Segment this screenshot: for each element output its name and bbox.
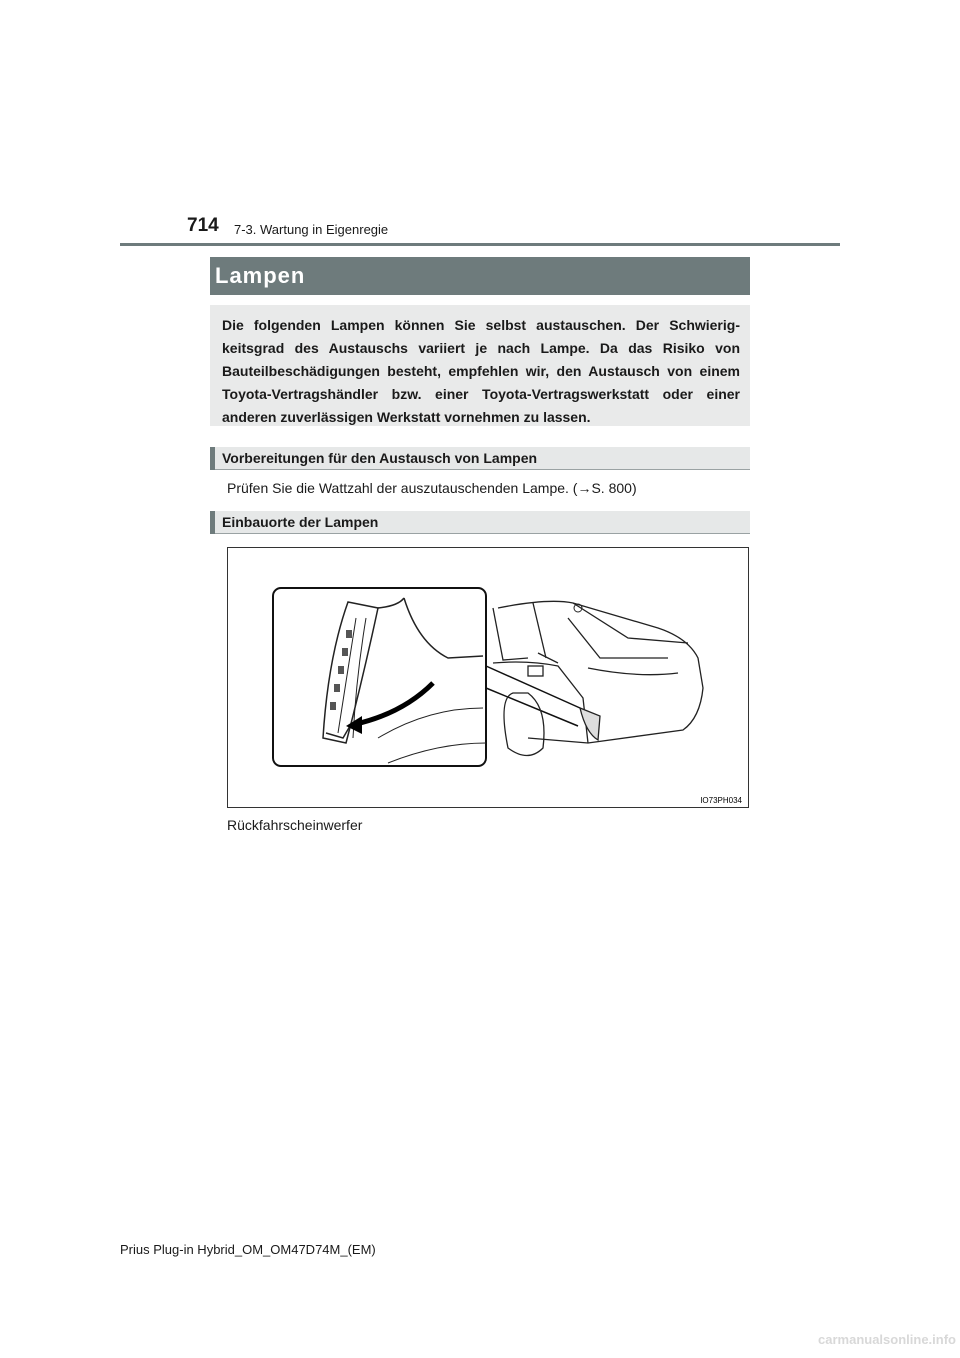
svg-text:carmanualsonline.info: carmanualsonline.info <box>818 1332 956 1347</box>
document-footer: Prius Plug-in Hybrid_OM_OM47D74M_(EM) <box>120 1242 376 1257</box>
zoom-inset <box>273 588 486 766</box>
page-title: Lampen <box>210 257 750 295</box>
preparation-text: Prüfen Sie die Wattzahl der auszutauschenden Lampe. (→S. 800) <box>227 480 637 496</box>
page-number: 714 <box>187 215 219 236</box>
intro-box <box>210 305 750 426</box>
car-rear-illustration <box>228 548 748 807</box>
figure-code: IO73PH034 <box>700 796 742 805</box>
section-heading-locations <box>210 511 750 534</box>
section-heading-preparation-label: Vorbereitungen für den Austausch von Lampen <box>222 450 538 466</box>
section-heading-locations-label: Einbauorte der Lampen <box>222 514 379 530</box>
section-reference: 7-3. Wartung in Eigenregie <box>234 222 389 237</box>
intro-text: Die folgenden Lampen können Sie selbst austauschen. Der Schwierig-keitsgrad des Austauschs variiert je nach Lampe. Da das Risiko von Bauteilbeschädigungen besteht, empfehlen wir, den Austausch von einem Toyota-Vertragshändler bzw. einer Toyota-Vertragswerkstatt oder einer anderen zuverlässigen Werkstatt vornehmen zu lassen. <box>222 317 740 425</box>
section-heading-preparation <box>210 447 750 470</box>
watermark-logo <box>810 1322 960 1358</box>
figure-caption: Rückfahrscheinwerfer <box>227 817 363 833</box>
lamp-location-figure <box>227 547 749 808</box>
car-body <box>493 601 703 755</box>
header-divider <box>120 243 840 246</box>
